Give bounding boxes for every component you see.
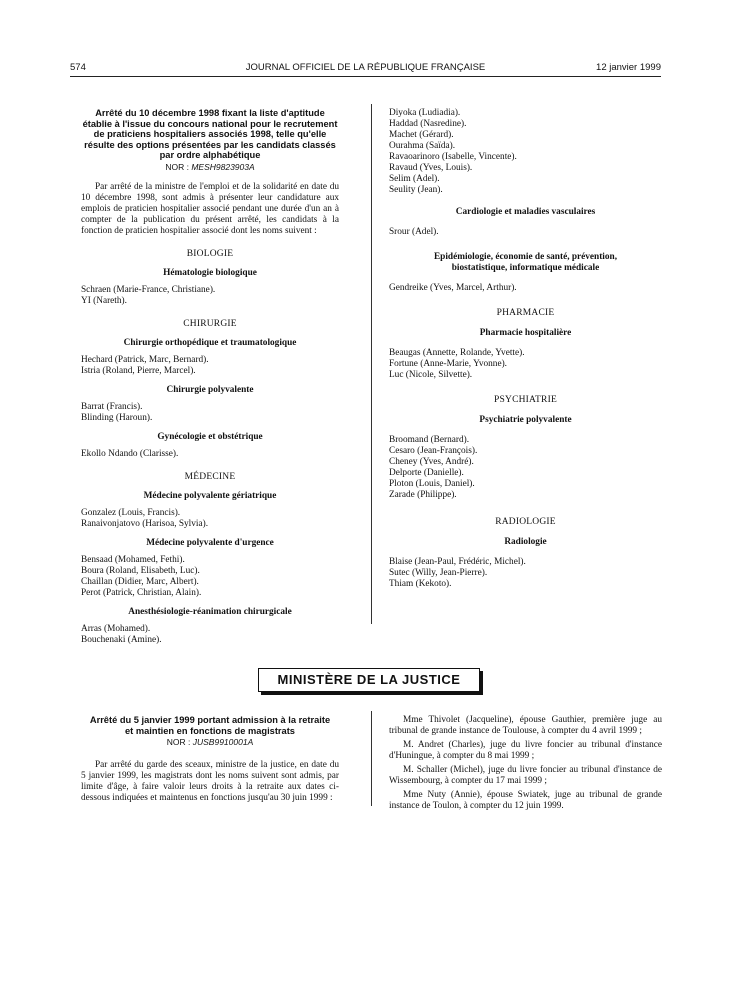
arrete1-right-column	[389, 108, 662, 590]
section-pharmacie: PHARMACIE	[496, 308, 555, 318]
sub-gynecologie: Gynécologie et obstétrique	[157, 431, 263, 442]
magistrate-item: Mme Thivolet (Jacqueline), épouse Gauthier, première juge au tribunal de grande instance de Toulouse, à compter du 4 avril 1999 ;	[389, 715, 662, 736]
section-medecine: MÉDECINE	[184, 471, 236, 482]
arrete2-right-column	[389, 715, 662, 815]
list-item: Bensaad (Mohamed, Fethi).	[81, 554, 185, 565]
list-item: Machet (Gérard).	[389, 130, 454, 140]
section-chirurgie: CHIRURGIE	[183, 318, 237, 329]
sub-anesthesiologie: Anesthésiologie-réanimation chirurgicale	[128, 606, 292, 617]
list-medecine-geriatrique	[81, 508, 339, 530]
list-item: Chaillan (Didier, Marc, Albert).	[81, 576, 199, 587]
sub-hematologie: Hématologie biologique	[163, 267, 257, 278]
arrete2-nor: NOR : JUSB9910001A	[166, 737, 254, 747]
list-chirurgie-polyvalente	[81, 402, 339, 424]
list-item: Beaugas (Annette, Rolande, Yvette).	[389, 348, 525, 358]
list-item: Perot (Patrick, Christian, Alain).	[81, 587, 202, 598]
arrete2-nor-code: JUSB9910001A	[192, 737, 254, 747]
list-item: Ekollo Ndando (Clarisse).	[81, 448, 179, 459]
list-item: Seulity (Jean).	[389, 185, 443, 195]
issue-date: 12 janvier 1999	[596, 62, 661, 73]
list-item: Thiam (Kekoto).	[389, 579, 452, 589]
list-item: Ravaud (Yves, Louis).	[389, 163, 473, 173]
column-divider	[371, 104, 372, 624]
section-biologie: BIOLOGIE	[186, 248, 234, 259]
page-header	[70, 62, 661, 76]
list-item: Selim (Adel).	[389, 174, 440, 184]
sub-chirurgie-ortho: Chirurgie orthopédique et traumatologique	[123, 337, 297, 348]
list-item: Blinding (Haroun).	[81, 412, 153, 423]
page-number: 574	[70, 62, 86, 73]
list-item: Luc (Nicole, Silvette).	[389, 370, 473, 380]
journal-title: JOURNAL OFFICIEL DE LA RÉPUBLIQUE FRANÇAISE	[245, 62, 486, 73]
list-item: Gendreike (Yves, Marcel, Arthur).	[389, 283, 517, 293]
sub-psychiatrie-polyvalente: Psychiatrie polyvalente	[479, 415, 572, 425]
list-item: Broomand (Bernard).	[389, 435, 470, 445]
list-item: Ploton (Louis, Daniel).	[389, 479, 475, 489]
list-epidemiologie	[389, 283, 662, 294]
column-divider	[371, 711, 372, 806]
sub-chirurgie-polyvalente: Chirurgie polyvalente	[166, 384, 254, 395]
section-radiologie: RADIOLOGIE	[495, 517, 556, 527]
sub-medecine-geriatrique: Médecine polyvalente gériatrique	[143, 490, 277, 501]
arrete1-intro: Par arrêté de la ministre de l'emploi et de la solidarité en date du 10 décembre 1998, sont admis à présenter leur candidature aux emplois de praticien hospitalier associé pendant une durée d'un an à compter de la publication du présent arrêté, les candidats à la fonction de praticien hospitalier associé dont les noms suivent :	[81, 181, 339, 236]
arrete1-left-column	[81, 108, 339, 646]
arrete2-left-column	[81, 715, 339, 804]
list-item: Gonzalez (Louis, Francis).	[81, 507, 181, 518]
list-item: Cesaro (Jean-François).	[389, 446, 478, 456]
list-item: Ranaivonjatovo (Harisoa, Sylvia).	[81, 518, 209, 529]
magistrate-item: Mme Nuty (Annie), épouse Swiatek, juge au tribunal de grande instance de Toulon, à compter du 12 juin 1999.	[389, 790, 662, 811]
list-item: Arras (Mohamed).	[81, 623, 151, 634]
list-item: Barrat (Francis).	[81, 401, 143, 412]
list-continued	[389, 108, 662, 196]
list-item: Haddad (Nasredine).	[389, 119, 467, 129]
arrete1-nor-code: MESH9823903A	[191, 161, 255, 172]
header-rule	[70, 76, 661, 77]
list-item: Istria (Roland, Pierre, Marcel).	[81, 365, 196, 376]
list-item: YI (Nareth).	[81, 295, 127, 306]
list-item: Sutec (Willy, Jean-Pierre).	[389, 568, 488, 578]
list-radiologie	[389, 557, 662, 590]
sub-cardiologie: Cardiologie et maladies vasculaires	[455, 207, 596, 217]
list-item: Boura (Roland, Elisabeth, Luc).	[81, 565, 200, 576]
sub-medecine-urgence: Médecine polyvalente d'urgence	[146, 537, 274, 548]
list-item: Ravaoarinoro (Isabelle, Vincente).	[389, 152, 517, 162]
list-medecine-urgence	[81, 555, 339, 599]
ministry-heading: MINISTÈRE DE LA JUSTICE	[258, 668, 480, 692]
list-item: Ourahma (Saïda).	[389, 141, 456, 151]
list-item: Fortune (Anne-Marie, Yvonne).	[389, 359, 507, 369]
list-pharmacie	[389, 348, 662, 381]
list-anesthesiologie	[81, 624, 339, 646]
arrete1-title: Arrêté du 10 décembre 1998 fixant la liste d'aptitude établie à l'issue du concours national pour le recrutement de praticiens hospitaliers associés 1998, telle qu'elle résulte des options présentées par les candidats classés par ordre alphabétique	[82, 108, 338, 160]
list-item: Srour (Adel).	[389, 227, 439, 237]
sub-radiologie: Radiologie	[504, 537, 547, 547]
arrete2-title: Arrêté du 5 janvier 1999 portant admission à la retraite et maintien en fonctions de magistrats	[89, 715, 331, 736]
list-item: Hechard (Patrick, Marc, Bernard).	[81, 354, 209, 365]
list-chirurgie-ortho	[81, 355, 339, 377]
list-gynecologie	[81, 449, 339, 460]
sub-pharmacie-hospitaliere: Pharmacie hospitalière	[479, 328, 572, 338]
list-hematologie	[81, 285, 339, 307]
section-psychiatrie: PSYCHIATRIE	[494, 395, 557, 405]
arrete1-nor: NOR : MESH9823903A	[165, 161, 255, 172]
list-item: Bouchenaki (Amine).	[81, 634, 162, 645]
list-item: Delporte (Danielle).	[389, 468, 464, 478]
list-item: Diyoka (Ludiadia).	[389, 108, 461, 118]
arrete2-intro: Par arrêté du garde des sceaux, ministre de la justice, en date du 5 janvier 1999, les magistrats dont les noms suivent sont admis, par limite d'âge, à faire valoir leurs droits à la retraite aux dates ci-dessous indiquées et maintenus en fonctions jusqu'au 30 juin 1999 :	[81, 760, 339, 803]
list-item: Schraen (Marie-France, Christiane).	[81, 284, 216, 295]
list-item: Zarade (Philippe).	[389, 490, 457, 500]
sub-epidemiologie: Epidémiologie, économie de santé, prévention, biostatistique, informatique médicale	[433, 252, 618, 273]
magistrate-item: M. Andret (Charles), juge du livre foncier au tribunal d'instance d'Huningue, à compter du 8 mai 1999 ;	[389, 740, 662, 761]
list-item: Blaise (Jean-Paul, Frédéric, Michel).	[389, 557, 526, 567]
list-psychiatrie	[389, 435, 662, 501]
list-cardiologie	[389, 227, 662, 238]
list-item: Cheney (Yves, André).	[389, 457, 474, 467]
magistrate-item: M. Schaller (Michel), juge du livre foncier au tribunal d'instance de Wissembourg, à compter du 17 mai 1999 ;	[389, 765, 662, 786]
